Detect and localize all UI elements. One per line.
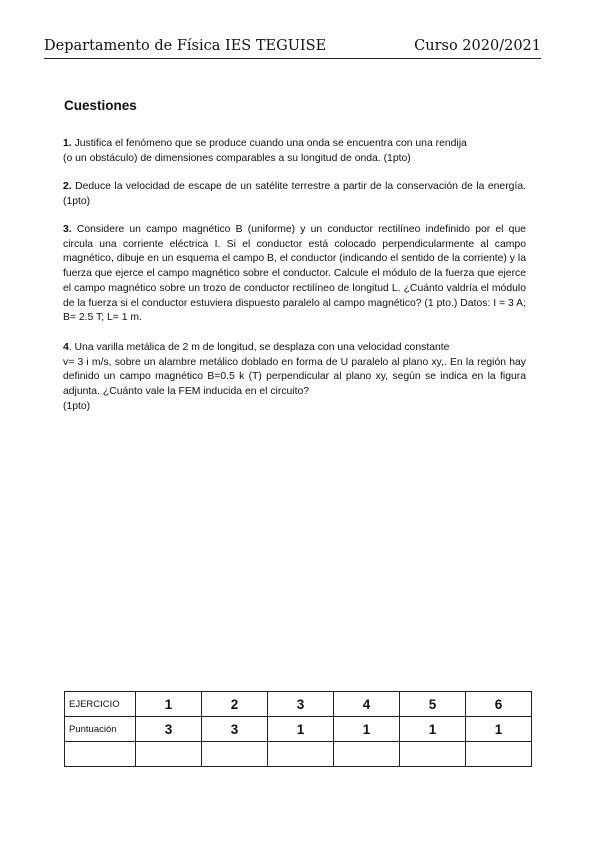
- exercise-row-label: EJERCICIO: [65, 692, 136, 717]
- exercise-row: [65, 692, 532, 717]
- exercise-number: 3: [268, 692, 334, 717]
- score-value: 3: [202, 717, 268, 742]
- exercise-number: 5: [400, 692, 466, 717]
- score-value: 1: [400, 717, 466, 742]
- score-row-label: Puntuación: [65, 717, 136, 742]
- exercise-number: 6: [466, 692, 532, 717]
- score-table: [64, 691, 532, 767]
- question-4-points: (1pto): [63, 400, 91, 412]
- question-2: [63, 180, 526, 209]
- blank-row: [65, 742, 532, 767]
- blank-cell: [65, 742, 136, 767]
- question-2-number: 2.: [63, 181, 72, 192]
- question-3: [63, 223, 526, 326]
- question-4-body: v= 3 i m/s, sobre un alambre metálico doblado en forma de U paralelo al plano xy,. En la región hay definido un campo magnético B=0.5 k (T) perpendicular al plano xy, según se indica en la figura adjunta. ¿Cuánto vale la FEM inducida en el circuito?: [63, 356, 526, 398]
- department-title: Departamento de Física IES TEGUISE: [44, 38, 327, 54]
- score-row: [65, 717, 532, 742]
- blank-cell: [136, 742, 202, 767]
- exercise-number: 2: [202, 692, 268, 717]
- question-1-line-1: Justifica el fenómeno que se produce cuando una onda se encuentra con una rendija: [74, 138, 467, 149]
- blank-cell: [334, 742, 400, 767]
- question-1: [63, 137, 526, 166]
- page-header: [44, 38, 541, 59]
- score-value: 3: [136, 717, 202, 742]
- course-year: Curso 2020/2021: [414, 38, 541, 54]
- question-3-text: Considere un campo magnético B (uniforme) y un conductor rectilíneo indefinido por el que circula una corriente eléctrica I. Si el conductor está colocado perpendicularmente al campo magnético, dibuje en un esquema el campo B, el conductor (indicando el sentido de la corriente) y la fuerza que ejerce el campo magnético sobre el conductor. Calcule el módulo de la fuerza que ejerce el campo magnético sobre un trozo de conductor rectilíneo de longitud L. ¿Cuánto valdría el módulo de la fuerza si el conductor estuviera dispuesto paralelo al campo magnético? (1 pto.) Datos: I = 3 A; B= 2.5 T; L= 1 m.: [63, 224, 526, 324]
- exercise-number: 1: [136, 692, 202, 717]
- question-4: [63, 341, 526, 415]
- score-value: 1: [466, 717, 532, 742]
- question-1-line-2: (o un obstáculo) de dimensiones comparables a su longitud de onda. (1pto): [63, 152, 411, 164]
- blank-cell: [202, 742, 268, 767]
- score-value: 1: [334, 717, 400, 742]
- question-1-number: 1.: [63, 138, 72, 149]
- exercise-number: 4: [334, 692, 400, 717]
- blank-cell: [466, 742, 532, 767]
- question-4-first-line-text: . Una varilla metálica de 2 m de longitud, se desplaza con una velocidad constante: [68, 342, 450, 353]
- section-title: Cuestiones: [64, 98, 137, 113]
- question-3-number: 3.: [63, 224, 72, 235]
- blank-cell: [268, 742, 334, 767]
- blank-cell: [400, 742, 466, 767]
- score-value: 1: [268, 717, 334, 742]
- question-2-text: Deduce la velocidad de escape de un satélite terrestre a partir de la conservación de la energía. (1pto): [63, 181, 526, 207]
- question-4-number: 4: [63, 342, 69, 353]
- question-4-first-line: [63, 341, 526, 356]
